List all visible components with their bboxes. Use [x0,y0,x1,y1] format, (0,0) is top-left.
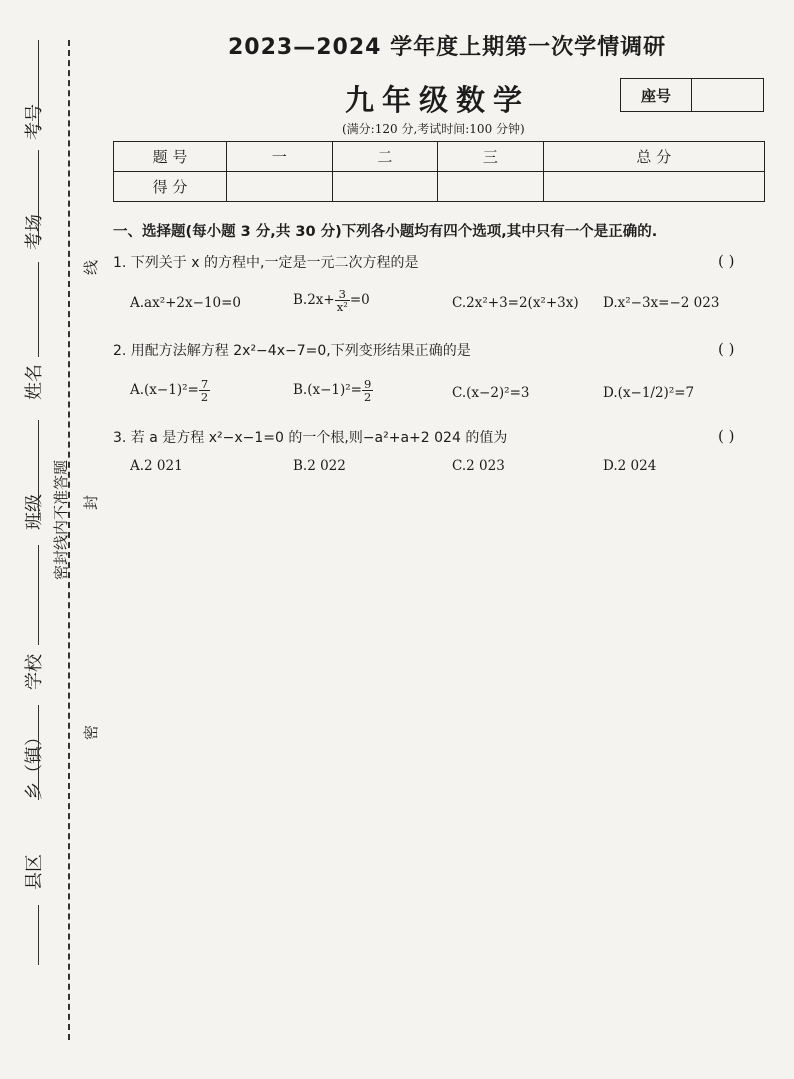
seal-warning-text: 密封线内不准答题 [52,459,70,580]
fraction [199,378,210,403]
option-d [603,385,694,401]
option-b-tail: =0 [349,292,370,308]
fraction [362,378,373,403]
cell: 得 分 [114,172,227,202]
section-1-instruction: 一、选择题(每小题 3 分,共 30 分)下列各小题均有四个选项,其中只有一个是正确的. [113,224,658,240]
fill-line [38,420,39,520]
answer-paren[interactable]: ( ) [718,427,735,445]
option-c: C.(x−2)²=3 [452,385,530,401]
question-3-stem: 3. 若 a 是方程 x²−x−1=0 的一个根,则−a²+a+2 024 的值为 [113,430,508,446]
fill-line [38,545,39,645]
score-field[interactable] [227,172,333,202]
seal-char-seal: 封 [82,494,100,510]
cell: 二 [332,142,438,172]
option-b [293,378,373,403]
numerator: 9 [363,377,372,391]
label-exam-room: 考场 [24,214,45,250]
option-c: C.2 023 [452,458,505,474]
label-school: 学校 [24,654,45,690]
denominator: 2 [200,390,209,404]
cell: 一 [227,142,333,172]
option-b-prefix: B.(x−1)²= [293,382,362,398]
numerator: 7 [200,377,209,391]
score-table [113,141,765,202]
score-field[interactable] [438,172,544,202]
cell: 题 号 [114,142,227,172]
cell: 三 [438,142,544,172]
option-d-expr: (x−1/2)²=7 [617,385,695,401]
seat-field[interactable] [692,79,763,111]
option-b-prefix: B.2x+ [293,292,335,308]
numerator: 3 [335,288,350,301]
fill-line [38,905,39,965]
option-a: A.ax²+2x−10=0 [130,295,242,311]
denominator: x² [336,300,348,314]
seal-char-secret: 密 [82,724,100,740]
seat-label: 座号 [621,79,692,111]
exam-meta: (满分:120 分,考试时间:100 分钟) [342,122,525,136]
option-d-prefix: D. [603,385,618,401]
option-d: D.x²−3x=−2 023 [603,295,720,311]
answer-paren[interactable]: ( ) [718,252,735,270]
fill-line [38,150,39,245]
label-county: 县区 [24,854,45,890]
exam-title: 2023—2024 学年度上期第一次学情调研 [228,35,667,60]
option-a [130,378,210,403]
question-2-stem: 2. 用配方法解方程 2x²−4x−7=0,下列变形结果正确的是 [113,343,471,359]
binding-margin [0,0,110,1079]
label-town: 乡（镇） [24,728,45,800]
option-d: D.2 024 [603,458,657,474]
fill-line [38,262,39,357]
label-class: 班级 [24,494,45,530]
seal-char-line: 线 [82,259,100,275]
question-1-stem: 1. 下列关于 x 的方程中,一定是一元二次方程的是 [113,255,419,271]
cell: 总 分 [543,142,764,172]
seat-number-box [620,78,764,112]
option-b: B.2 022 [293,458,346,474]
fraction [335,288,350,313]
score-row-header [114,142,765,172]
option-a-prefix: A.(x−1)²= [130,382,199,398]
score-field[interactable] [543,172,764,202]
fill-line [38,40,39,130]
fill-line [38,705,39,800]
option-a: A.2 021 [130,458,183,474]
denominator: 2 [363,390,372,404]
label-exam-number: 考号 [24,104,45,140]
score-row-values [114,172,765,202]
label-name: 姓名 [24,364,45,400]
answer-paren[interactable]: ( ) [718,340,735,358]
option-b [293,288,370,313]
subject-title: 九年级数学 [345,83,531,117]
score-field[interactable] [332,172,438,202]
option-c: C.2x²+3=2(x²+3x) [452,295,579,311]
